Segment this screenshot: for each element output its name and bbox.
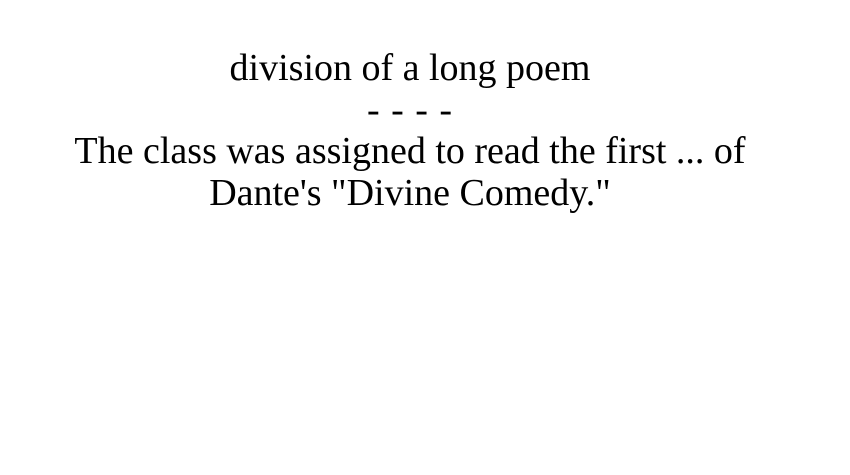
example-sentence-line-1: The class was assigned to read the first ... of — [74, 130, 746, 172]
separator: - - - - — [366, 89, 454, 131]
example-sentence — [0, 130, 820, 214]
example-sentence-line-2: Dante's "Divine Comedy." — [209, 172, 611, 214]
definition-text: division of a long poem — [229, 47, 591, 89]
flashcard — [0, 46, 820, 214]
